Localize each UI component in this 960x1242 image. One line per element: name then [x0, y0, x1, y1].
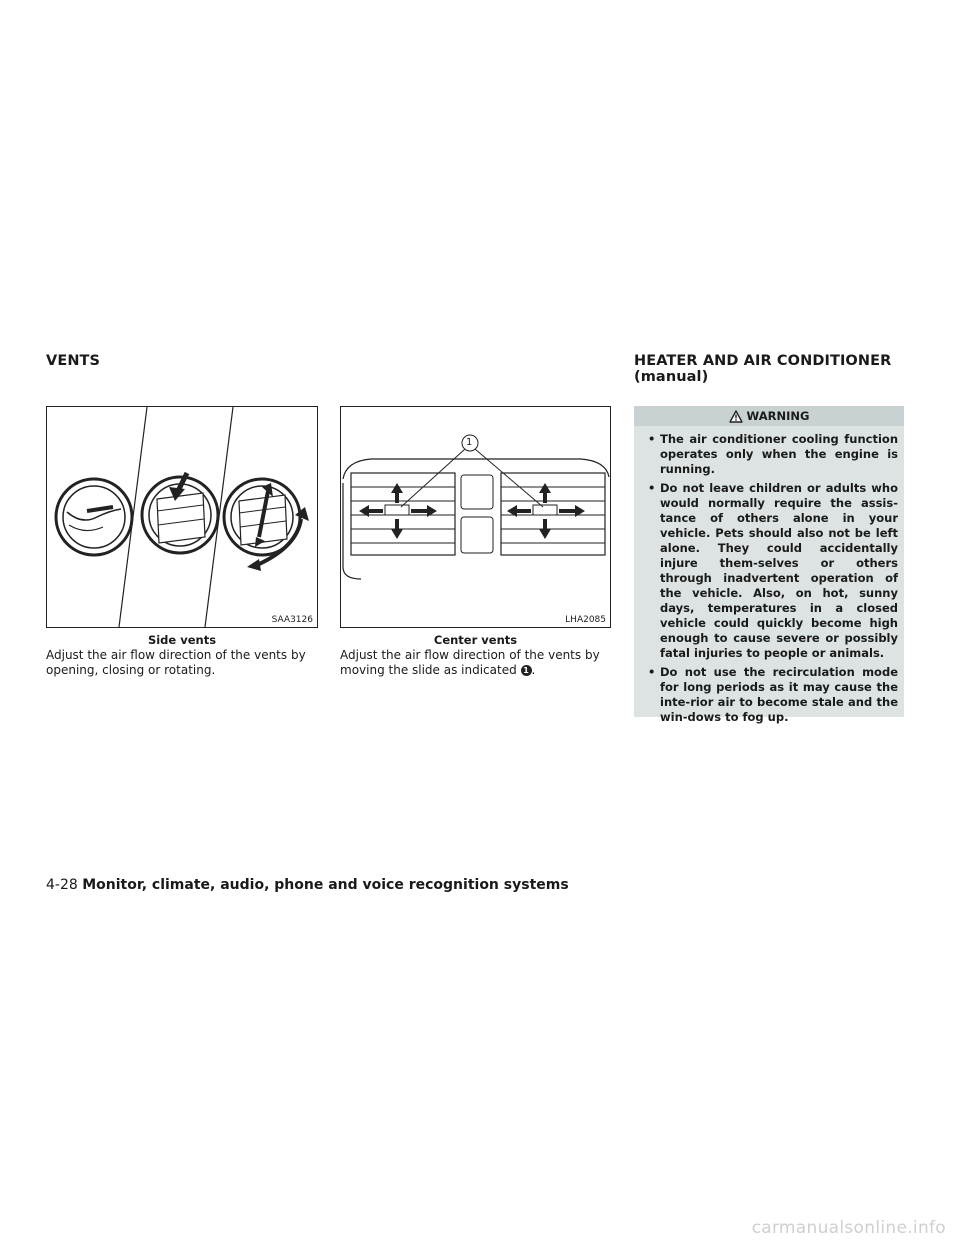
side-vents-figure — [46, 406, 318, 628]
warning-item: • Do not leave children or adults who would normally require the assis-tance of others alone in your vehicle. Pets should also not be left alone. They could accidentally injure them-selves or others through inadvertent operation of the vehicle. Also, on hot, sunny days, temperatures in a closed vehicle could quickly become high enough to cause severe or possibly fatal injuries to people or animals. — [642, 481, 898, 661]
warning-triangle-icon — [729, 410, 743, 423]
figure-code: SAA3126 — [271, 615, 313, 625]
warning-item: • The air conditioner cooling function operates only when the engine is running. — [642, 432, 898, 477]
center-vents-illustration — [341, 407, 610, 627]
side-vents-paragraph: Adjust the air flow direction of the vents by opening, closing or rotating. — [46, 648, 306, 677]
warning-box — [634, 406, 904, 724]
warning-header — [634, 406, 904, 426]
center-vents-caption: Center vents — [433, 633, 518, 647]
section-heading-heater — [634, 353, 891, 385]
page-footer — [46, 877, 569, 893]
chapter-title: Monitor, climate, audio, phone and voice recognition systems — [82, 877, 569, 893]
heading-line-2: (manual) — [634, 369, 709, 385]
center-vents-figure — [340, 406, 611, 628]
reference-number-badge: 1 — [521, 665, 532, 676]
paragraph-end: . — [531, 663, 536, 677]
warning-item: • Do not use the recirculation mode for long periods as it may cause the inte-rior air to become stale and the win-dows to fog up. — [642, 665, 898, 725]
warning-list — [634, 426, 904, 737]
callout-number: 1 — [466, 437, 473, 448]
section-heading-vents: VENTS — [46, 353, 101, 369]
warning-title: WARNING — [746, 409, 810, 423]
heading-line-1: HEATER AND AIR CONDITIONER — [634, 353, 892, 369]
side-vents-caption: Side vents — [147, 633, 217, 647]
watermark: carmanualsonline.info — [751, 1218, 946, 1238]
page-number: 4-28 — [46, 877, 78, 893]
center-vents-paragraph — [340, 648, 614, 678]
figure-code: LHA2085 — [565, 615, 606, 625]
side-vents-illustration — [47, 407, 317, 627]
paragraph-text: Adjust the air flow direction of the vents by moving the slide as indicated — [340, 648, 600, 677]
